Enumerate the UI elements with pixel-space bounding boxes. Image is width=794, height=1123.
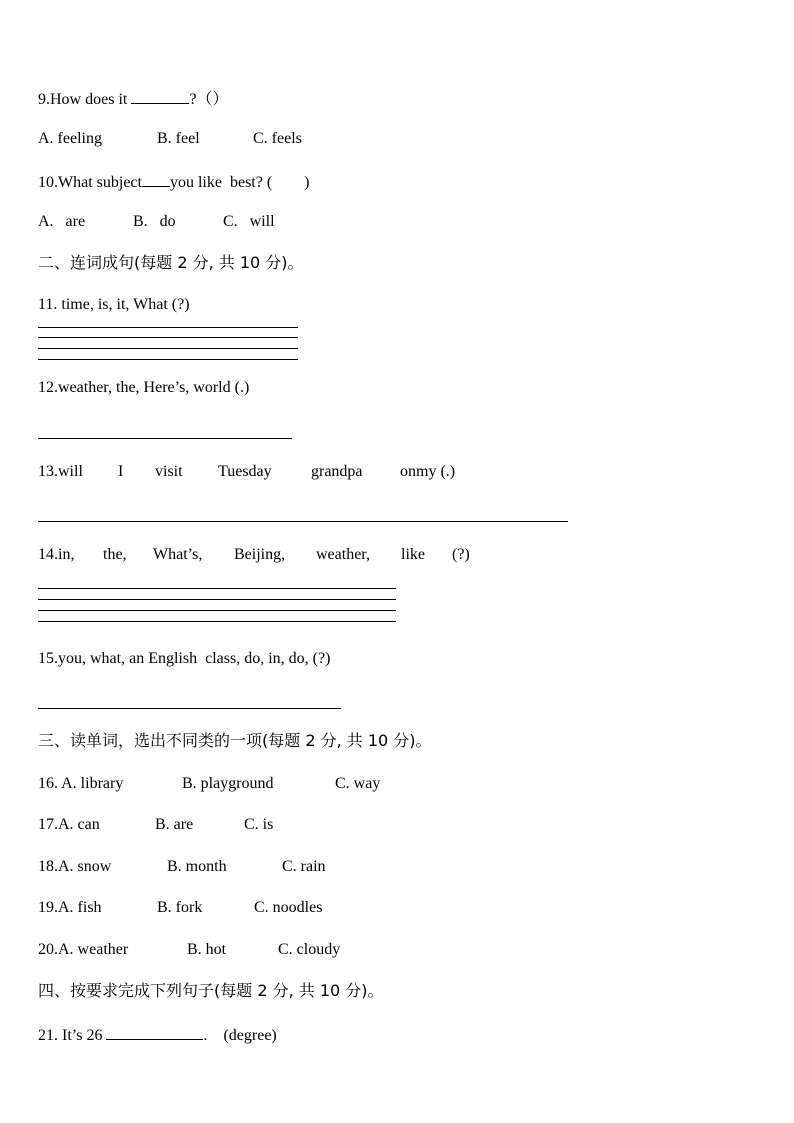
answer-line[interactable] [38, 610, 396, 611]
answer-line[interactable] [38, 621, 396, 622]
q9-option-b: B. feel [157, 130, 200, 147]
answer-line[interactable] [38, 588, 396, 589]
q18-option-b: B. month [167, 858, 227, 875]
answer-line[interactable] [38, 438, 292, 439]
q10-suffix: you like best? ( ) [169, 174, 310, 191]
answer-line[interactable] [38, 599, 396, 600]
q19-option-c: C. noodles [254, 899, 323, 916]
q17-option-c: C. is [244, 816, 274, 833]
q14-word: Beijing, [234, 546, 286, 563]
q9-prefix: 9.How does it [38, 91, 132, 108]
q9-suffix: ?（） [189, 91, 229, 108]
question-9 [38, 87, 228, 110]
q17-option-a: 17.A. can [38, 816, 100, 833]
answer-line[interactable] [38, 359, 298, 360]
q19-option-b: B. fork [157, 899, 203, 916]
q13-word: grandpa [311, 463, 363, 480]
q14-word: the, [103, 546, 127, 563]
question-10 [38, 170, 310, 193]
q14-word: weather, [316, 546, 370, 563]
q16-option-a: 16. A. library [38, 775, 124, 792]
question-11: 11. time, is, it, What (?) [38, 296, 190, 313]
answer-blank[interactable] [131, 87, 189, 104]
answer-line[interactable] [38, 337, 298, 338]
q21-prefix: 21. It’s 26 [38, 1027, 107, 1044]
answer-line[interactable] [38, 708, 341, 709]
q16-option-c: C. way [335, 775, 381, 792]
q14-word: like [401, 546, 425, 563]
q10-prefix: 10.What subject [38, 174, 142, 191]
q18-option-a: 18.A. snow [38, 858, 112, 875]
q18-option-c: C. rain [282, 858, 326, 875]
q17-option-b: B. are [155, 816, 194, 833]
section-2-heading: 二、连词成句(每题 2 分, 共 10 分)。 [38, 253, 304, 272]
answer-blank[interactable] [142, 170, 170, 187]
answer-blank[interactable] [106, 1023, 203, 1040]
q10-option-c: C. will [223, 213, 275, 230]
answer-line[interactable] [38, 327, 298, 328]
q13-word: onmy (.) [400, 463, 456, 480]
question-12: 12.weather, the, Here’s, world (.) [38, 379, 250, 396]
answer-line[interactable] [38, 348, 298, 349]
q14-word: (?) [452, 546, 470, 563]
q9-option-a: A. feeling [38, 130, 102, 147]
q10-option-a: A. are [38, 213, 86, 230]
q20-option-b: B. hot [187, 941, 227, 958]
q9-option-c: C. feels [253, 130, 302, 147]
q10-option-b: B. do [133, 213, 176, 230]
question-15: 15.you, what, an English class, do, in, do, (?) [38, 650, 331, 667]
q14-word: 14.in, [38, 546, 75, 563]
question-21 [38, 1023, 277, 1046]
q21-suffix: . (degree) [203, 1027, 277, 1044]
q13-word: visit [155, 463, 183, 480]
q14-word: What’s, [153, 546, 203, 563]
q16-option-b: B. playground [182, 775, 274, 792]
q13-word: Tuesday [218, 463, 272, 480]
q13-word: 13.will [38, 463, 83, 480]
section-3-heading: 三、读单词，选出不同类的一项(每题 2 分, 共 10 分)。 [38, 731, 432, 750]
answer-line[interactable] [38, 521, 568, 522]
q20-option-c: C. cloudy [278, 941, 341, 958]
section-4-heading: 四、按要求完成下列句子(每题 2 分, 共 10 分)。 [38, 981, 384, 1000]
q20-option-a: 20.A. weather [38, 941, 129, 958]
q19-option-a: 19.A. fish [38, 899, 102, 916]
q13-word: I [118, 463, 124, 480]
